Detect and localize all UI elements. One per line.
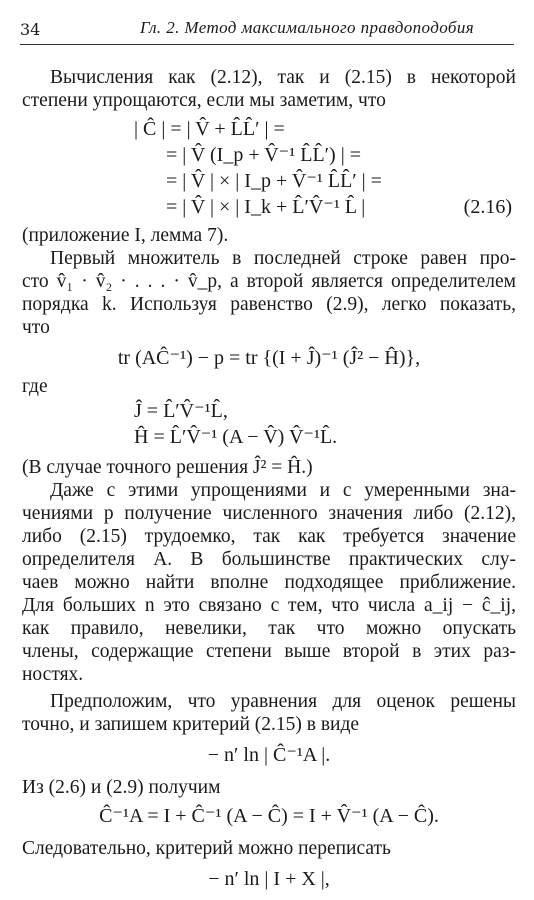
paragraph-line: порядка k. Используя равенство (2.9), легко показать,: [22, 294, 516, 315]
equation-H: Ĥ = L̂′V̂⁻¹ (A − V̂) V̂⁻¹L̂.: [134, 426, 338, 448]
paragraph-line: как правило, невелики, так что можно опускать: [22, 618, 516, 639]
paragraph-line: Предположим, что уравнения для оценок решены: [50, 691, 516, 712]
paragraph-line: чениями p получение численного значения либо (2.12),: [22, 503, 516, 524]
paragraph-line: Даже с этими упрощениями и с умеренными зна-: [50, 480, 516, 501]
paragraph-line: определителя A. В большинстве практических слу-: [22, 549, 516, 570]
paragraph-line: (В случае точного решения Ĵ² = Ĥ.): [22, 457, 313, 478]
paragraph-line: (приложение I, лемма 7).: [22, 225, 229, 246]
paragraph-line: степени упрощаются, если мы заметим, что: [22, 90, 386, 111]
equation-line: | Ĉ | = | V̂ + L̂L̂′ | =: [134, 118, 285, 140]
paragraph-line: Вычисления как (2.12), так и (2.15) в некоторой: [50, 67, 516, 88]
equation-J: Ĵ = L̂′V̂⁻¹L̂,: [134, 400, 228, 422]
running-head-title: Гл. 2. Метод максимального правдоподобия: [139, 18, 475, 37]
paragraph-line: Первый множитель в последней строке равен про-: [50, 248, 516, 269]
paragraph-line: Следовательно, критерий можно переписать: [22, 838, 391, 859]
paragraph-line: что: [22, 317, 50, 338]
equation-line: = | V̂ | × | I_p + V̂⁻¹ L̂L̂′ | =: [166, 170, 382, 192]
paragraph-line: где: [22, 376, 48, 397]
paragraph-line: чаев можно найти вполне подходящее приближение.: [22, 572, 516, 593]
equation-trace: tr (AĈ⁻¹) − p = tr {(I + Ĵ)⁻¹ (Ĵ² − Ĥ)},: [117, 347, 421, 369]
paragraph-line: Для больших n это связано с тем, что числа a_ij − ĉ_ij,: [22, 595, 516, 616]
equation-C-inverse: Ĉ⁻¹A = I + Ĉ⁻¹ (A − Ĉ) = I + V̂⁻¹ (A − Ĉ).: [99, 805, 439, 827]
paragraph-line: ностях.: [22, 664, 84, 685]
page-number: 34: [20, 20, 41, 39]
paragraph-line: точно, и запишем критерий (2.15) в виде: [22, 714, 360, 735]
equation-final: − n′ ln | I + X |,: [208, 868, 330, 890]
paragraph-line: члены, содержащие степени выше второй в этих раз-: [22, 641, 516, 662]
equation-text: = | V̂ | × | I_k + L̂′V̂⁻¹ L̂ |: [166, 196, 366, 218]
paragraph-line: Из (2.6) и (2.9) получим: [22, 777, 221, 798]
paragraph-line: либо (2.15) трудоемко, так как требуется значение: [22, 526, 516, 547]
equation-number: (2.16): [463, 196, 512, 218]
equation-2-16: [22, 116, 516, 220]
equation-line: [22, 194, 516, 220]
page-body: [22, 66, 516, 892]
running-header: [20, 16, 514, 45]
equation-criterion: − n′ ln | Ĉ⁻¹A |.: [207, 744, 331, 766]
equation-line: = | V̂ (I_p + V̂⁻¹ L̂L̂′) | =: [166, 144, 361, 166]
paragraph-line: сто v̂₁ · v̂₂ · . . . · v̂_p, а второй является определителем: [22, 271, 516, 292]
